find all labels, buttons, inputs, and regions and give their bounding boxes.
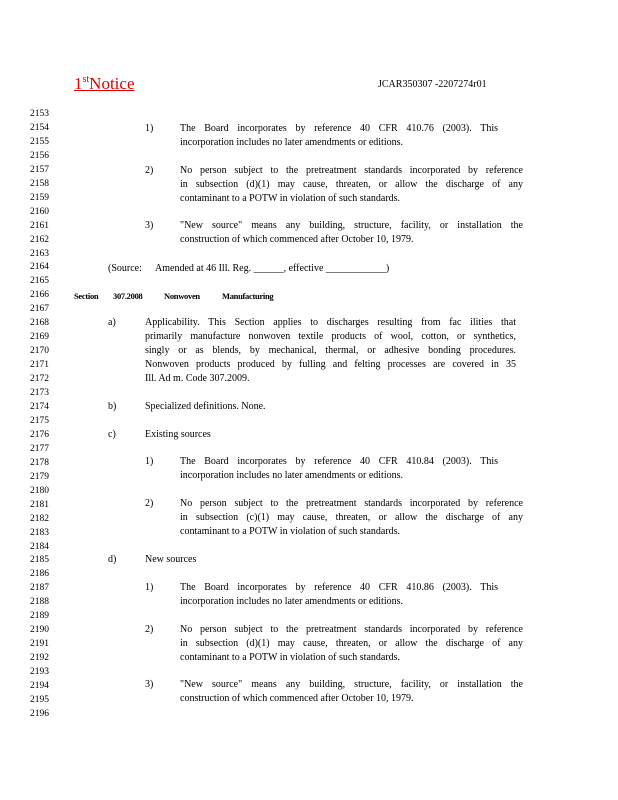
line-number: 2153 — [30, 109, 49, 119]
text-line: incorporation includes no later amendments or editions. — [180, 596, 403, 607]
text-line: construction of which commenced after October 10, 1979. — [180, 693, 414, 704]
section-number: 307.2008 — [113, 291, 143, 301]
text-line: The Board incorporates by reference 40 CFR 410.86 (2003). This — [180, 582, 498, 593]
line-number: 2172 — [30, 374, 49, 385]
line-number: 2181 — [30, 499, 49, 510]
line-number: 2196 — [30, 708, 49, 719]
text-line: Existing sources — [145, 429, 211, 440]
item-label: c) — [108, 429, 116, 440]
item-label: (Source: — [108, 263, 142, 274]
section-title-part-2: Manufacturing — [222, 291, 274, 301]
text-line: No person subject to the pretreatment standards incorporated by reference — [180, 624, 523, 635]
line-number: 2183 — [30, 527, 49, 538]
line-number: 2160 — [30, 206, 49, 217]
text-line: contaminant to a POTW in violation of such standards. — [180, 651, 401, 663]
line-number: 2182 — [30, 513, 49, 524]
line-number: 2186 — [30, 569, 49, 580]
text-line: singly or as blends, by mechanical, thermal, or adhesive bonding procedures. — [145, 344, 516, 356]
line-number: 2162 — [30, 234, 49, 245]
line-number: 2176 — [30, 429, 49, 440]
section-word: Section — [74, 291, 99, 301]
item-label: d) — [108, 554, 117, 565]
text-line: Applicability. This Section applies to discharges resulting from fac ilities that — [145, 317, 516, 328]
line-number: 2187 — [30, 583, 49, 594]
line-number: 2156 — [30, 150, 49, 161]
line-number: 2190 — [30, 625, 49, 636]
line-number: 2165 — [30, 276, 49, 287]
text-line: in subsection (c)(1) may cause, threaten, or allow the discharge of any — [180, 511, 523, 523]
text-line: Ill. Ad m. Code 307.2009. — [145, 372, 250, 384]
line-number: 2184 — [30, 541, 49, 552]
line-number: 2192 — [30, 653, 49, 663]
line-number: 2157 — [30, 164, 49, 175]
line-number: 2189 — [30, 611, 49, 622]
text-line: in subsection (d)(1) may cause, threaten, or allow the discharge of any — [180, 178, 523, 190]
line-number: 2169 — [30, 332, 49, 343]
text-line: incorporation includes no later amendments or editions. — [180, 136, 403, 148]
text-line: Specialized definitions. None. — [145, 401, 266, 412]
line-number: 2168 — [30, 318, 49, 329]
item-label: 3) — [145, 220, 154, 231]
line-number: 2195 — [30, 694, 49, 705]
text-line: The Board incorporates by reference 40 CFR 410.76 (2003). This — [180, 123, 498, 134]
document-code: JCAR350307 -2207274r01 — [378, 79, 487, 90]
item-label: a) — [108, 317, 116, 328]
item-label: 1) — [145, 582, 154, 593]
text-line: construction of which commenced after October 10, 1979. — [180, 233, 414, 245]
line-number: 2161 — [30, 220, 49, 231]
item-label: 2) — [145, 498, 154, 509]
text-line: No person subject to the pretreatment standards incorporated by reference — [180, 165, 523, 176]
line-number: 2175 — [30, 415, 49, 426]
line-number: 2166 — [30, 290, 49, 301]
line-number: 2158 — [30, 178, 49, 189]
item-label: 2) — [145, 624, 154, 635]
line-number: 2193 — [30, 667, 49, 677]
notice-number: 1 — [74, 74, 83, 93]
line-number: 2174 — [30, 401, 49, 412]
section-title-part-1: Nonwoven — [164, 291, 200, 301]
item-label: 1) — [145, 456, 154, 467]
line-number: 2194 — [30, 680, 49, 691]
line-number: 2188 — [30, 597, 49, 608]
text-line: primarily manufacture nonwoven textile products of wool, cotton, or synthetics, — [145, 330, 516, 342]
text-line: Nonwoven products produced by fulling and felting processes are covered in 35 — [145, 358, 516, 370]
line-number: 2164 — [30, 262, 49, 273]
line-number: 2173 — [30, 388, 49, 398]
line-number: 2178 — [30, 457, 49, 468]
text-line: contaminant to a POTW in violation of such standards. — [180, 192, 401, 204]
line-number: 2167 — [30, 304, 49, 315]
text-line: "New source" means any building, structure, facility, or installation the — [180, 220, 523, 231]
line-number: 2163 — [30, 248, 49, 259]
line-number: 2177 — [30, 443, 49, 454]
line-number: 2191 — [30, 639, 49, 650]
item-label: 3) — [145, 679, 154, 690]
notice-heading — [74, 74, 145, 94]
text-line: Amended at 46 Ill. Reg. ______, effective ____________) — [155, 263, 390, 274]
line-number: 2170 — [30, 346, 49, 357]
line-number: 2154 — [30, 123, 49, 133]
text-line: New sources — [145, 554, 197, 565]
text-line: contaminant to a POTW in violation of such standards. — [180, 525, 401, 537]
item-label: 2) — [145, 165, 154, 176]
text-line: incorporation includes no later amendments or editions. — [180, 469, 403, 481]
item-label: b) — [108, 401, 117, 412]
notice-word: Notice — [89, 74, 135, 93]
line-number: 2185 — [30, 555, 49, 566]
item-label: 1) — [145, 123, 154, 134]
line-number: 2171 — [30, 360, 49, 371]
notice-superscript: st — [82, 74, 90, 85]
line-number: 2180 — [30, 485, 49, 496]
text-line: "New source" means any building, structure, facility, or installation the — [180, 679, 523, 690]
line-number: 2159 — [30, 192, 49, 203]
text-line: No person subject to the pretreatment standards incorporated by reference — [180, 498, 523, 509]
line-number: 2155 — [30, 136, 49, 147]
text-line: in subsection (d)(1) may cause, threaten, or allow the discharge of any — [180, 638, 523, 649]
text-line: The Board incorporates by reference 40 CFR 410.84 (2003). This — [180, 456, 498, 467]
line-number: 2179 — [30, 471, 49, 482]
